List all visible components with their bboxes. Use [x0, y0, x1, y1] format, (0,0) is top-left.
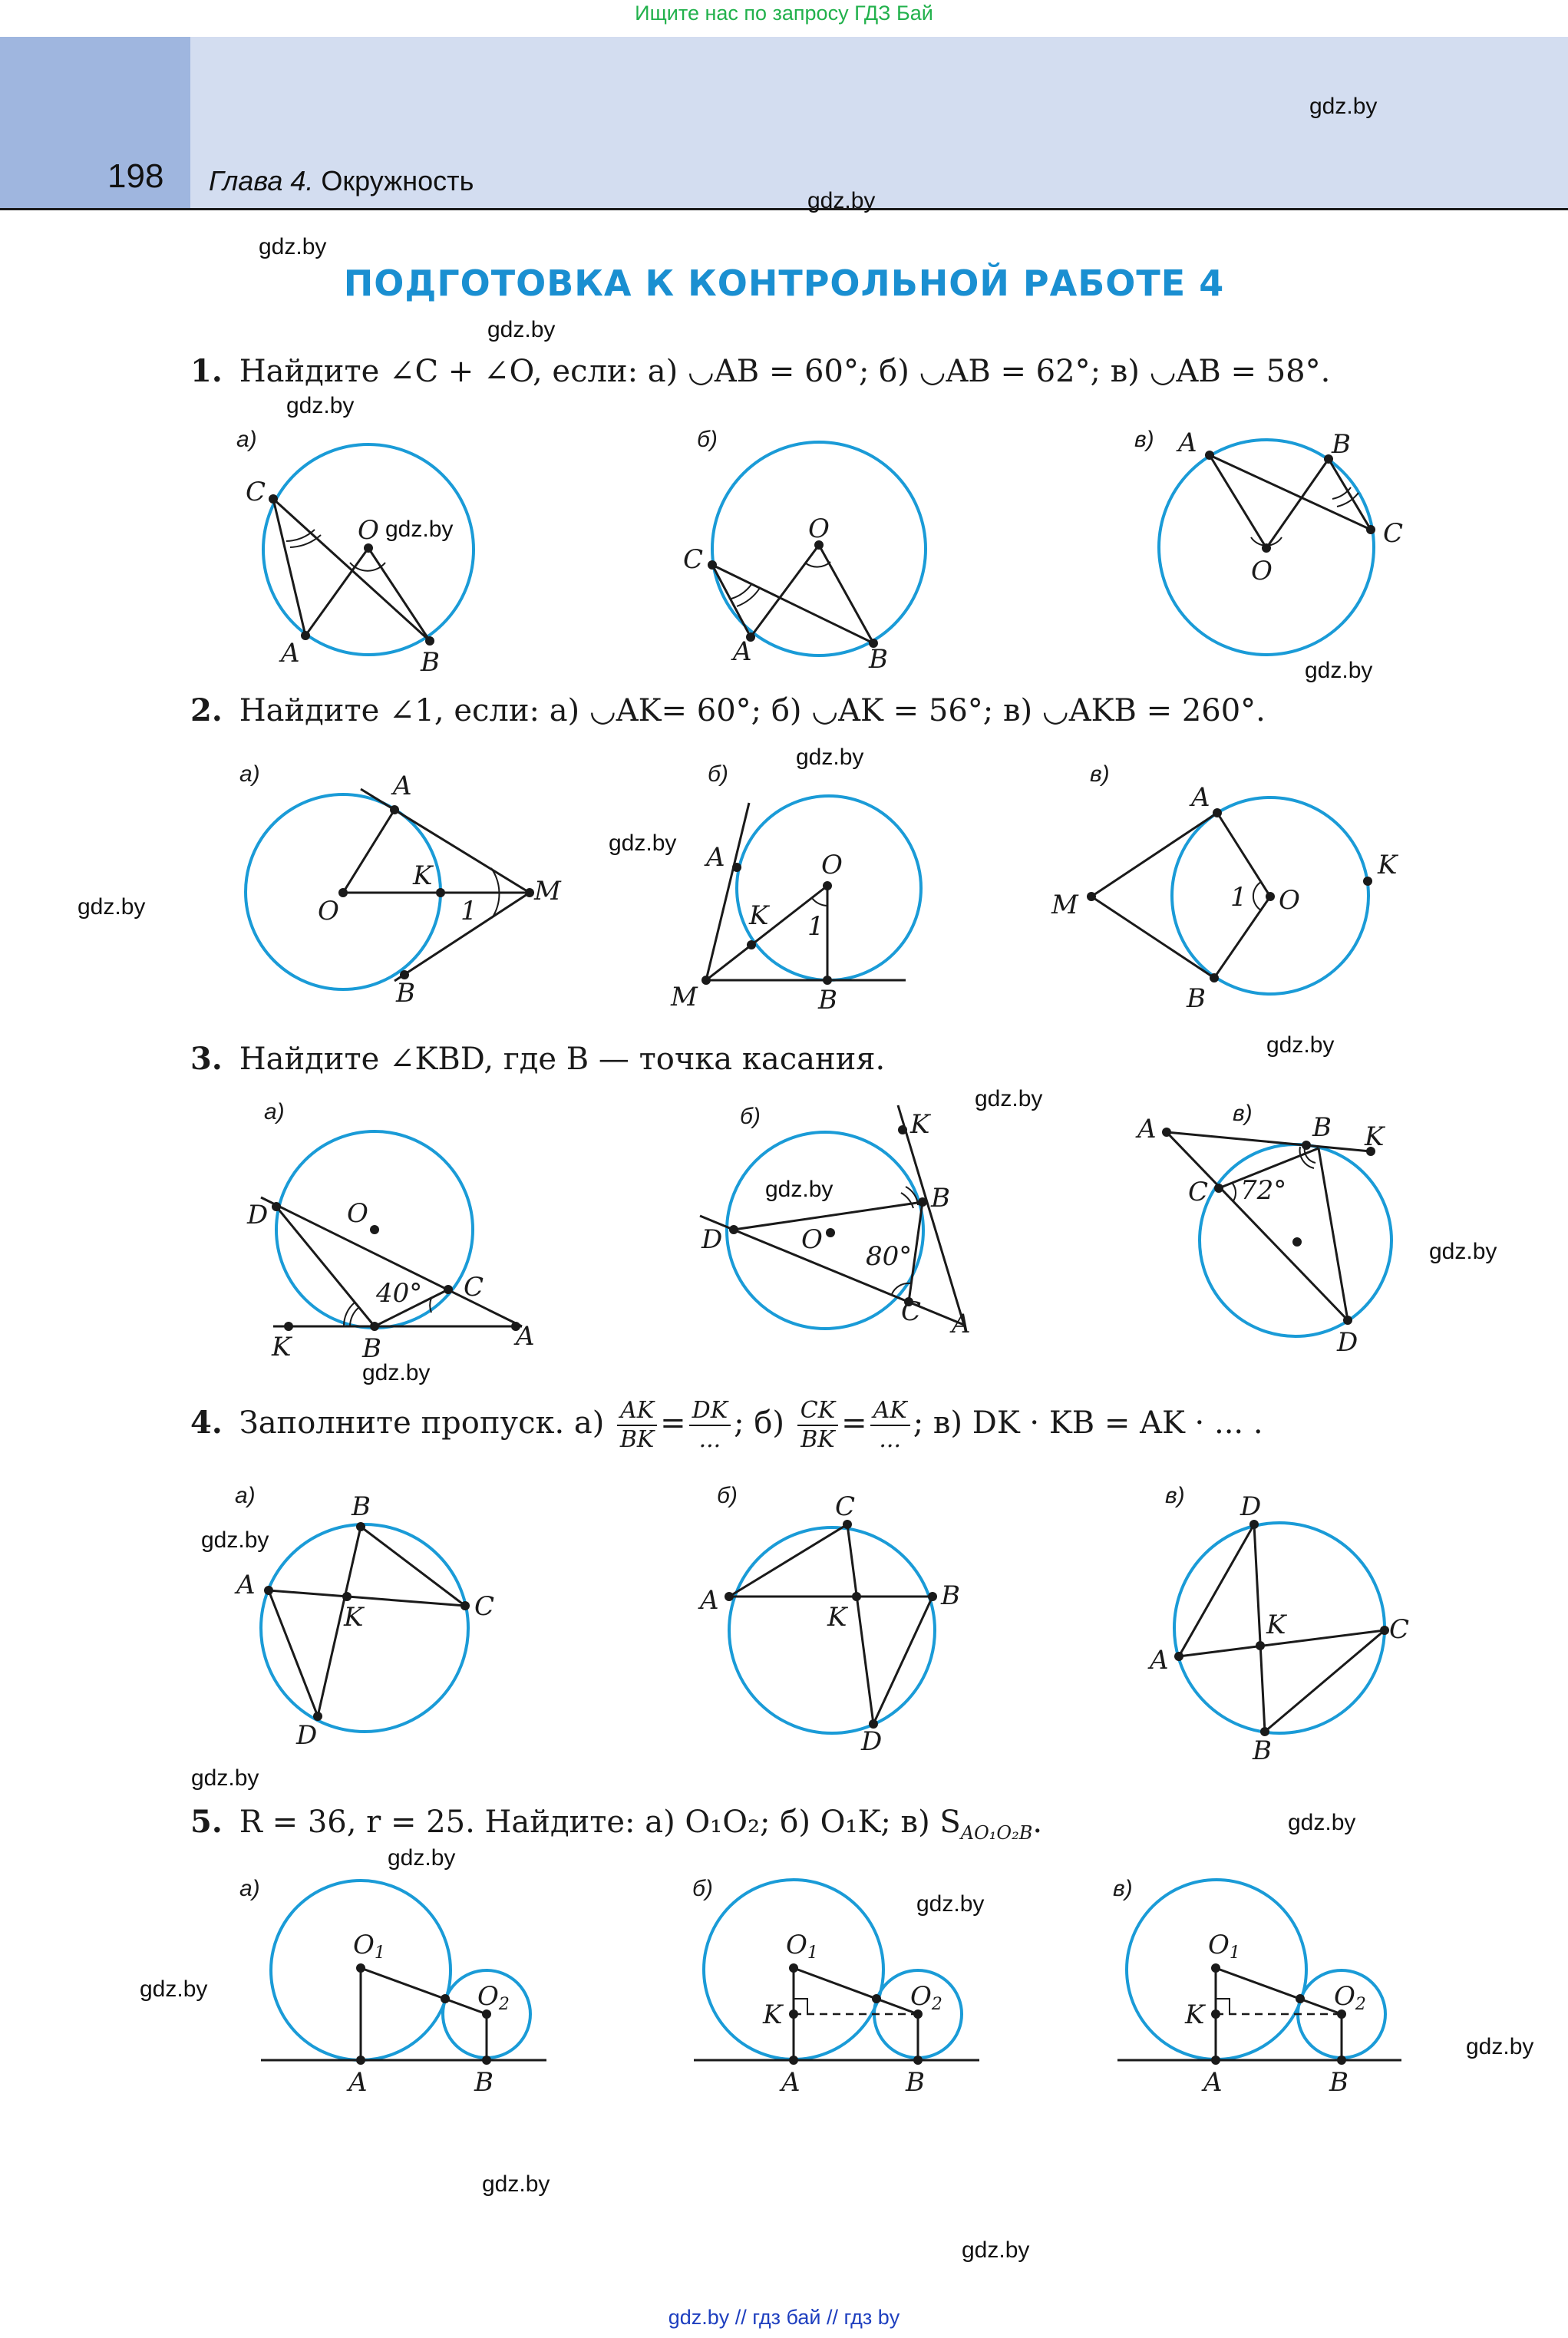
label-b: B [1253, 1735, 1272, 1766]
angle-arc [737, 588, 760, 606]
label-c: C [683, 544, 704, 575]
label-a: A [1150, 1645, 1169, 1676]
label-a: A [393, 771, 412, 801]
label-o2-index: 2 [931, 1995, 942, 2014]
point-o1 [1211, 1963, 1220, 1973]
part-label: а) [239, 1876, 260, 1901]
point-k [342, 1592, 352, 1601]
label-k: K [1185, 2000, 1205, 2030]
label-1: 1 [807, 911, 824, 942]
watermark: gdz.by [609, 831, 677, 856]
point-o [338, 888, 348, 897]
label-o1-letter: O [353, 1930, 375, 1960]
angle-arc [1253, 882, 1261, 910]
label-o2 [1334, 1981, 1366, 2014]
label-k: K [1365, 1121, 1385, 1152]
label-o1 [786, 1930, 818, 1963]
part-label: в) [1233, 1101, 1253, 1126]
label-c: C [835, 1491, 856, 1522]
figure-5a [239, 1876, 546, 2098]
task-text: Найдите ∠C + ∠O, если: а) ◡AB = 60°; б) ◡AB = 62°; в) ◡AB = 58°. [239, 354, 1331, 389]
figure-3a [246, 1099, 535, 1364]
label-1: 1 [1230, 882, 1247, 913]
label-a: A [348, 2067, 368, 2098]
label-c: C [474, 1591, 495, 1622]
part-label: б) [697, 427, 718, 452]
point-o [1266, 892, 1275, 901]
label-o2-index: 2 [498, 1995, 510, 2014]
watermark: gdz.by [1309, 94, 1378, 119]
label-o1 [353, 1930, 385, 1963]
section-title: ПОДГОТОВКА К КОНТРОЛЬНОЙ РАБОТЕ 4 [343, 263, 1225, 304]
point-k [436, 888, 445, 897]
part-label: а) [235, 1483, 256, 1508]
label-a: A [952, 1309, 971, 1339]
point-tangency [441, 1994, 450, 2003]
watermark: gdz.by [1266, 1032, 1335, 1058]
point-d [272, 1202, 281, 1211]
part-label: в) [1165, 1483, 1185, 1508]
watermark: gdz.by [388, 1845, 456, 1871]
label-a: A [700, 1585, 719, 1616]
point-k [898, 1125, 907, 1134]
point-c [269, 494, 278, 504]
point-b [1337, 2056, 1346, 2065]
figure-2b [670, 761, 921, 1015]
tangent-ma [361, 789, 530, 893]
task-text-end: . [1032, 1805, 1043, 1840]
task-subscript: AO₁O₂B [960, 1822, 1033, 1844]
label-o: O [347, 1198, 368, 1229]
label-k: K [749, 900, 769, 931]
point-k [1363, 877, 1372, 886]
label-a: A [1178, 428, 1197, 458]
task-text: Найдите ∠1, если: а) ◡AK= 60°; б) ◡AK = 56°; в) ◡AKB = 260°. [239, 693, 1266, 728]
fraction-numerator: AK [617, 1397, 657, 1426]
point-o [826, 1228, 835, 1237]
label-k: K [1378, 850, 1398, 880]
part-label: б) [717, 1483, 738, 1508]
point-b [425, 636, 434, 646]
label-o2-index: 2 [1355, 1995, 1366, 2014]
watermark: gdz.by [362, 1360, 431, 1385]
watermark: gdz.by [482, 2171, 550, 2197]
label-d: D [861, 1726, 883, 1757]
label-c: C [246, 477, 266, 507]
figure-4v [1147, 1483, 1409, 1766]
point-d [1343, 1316, 1352, 1325]
label-o1-letter: O [786, 1930, 807, 1960]
task-number: 1. [190, 353, 223, 389]
label-m: M [671, 982, 698, 1012]
label-d: D [701, 1224, 723, 1255]
task-text: Найдите ∠KBD, где B — точка касания. [239, 1042, 886, 1077]
watermark: gdz.by [916, 1891, 985, 1917]
part-label: б) [708, 761, 728, 787]
fraction-denominator: ... [698, 1426, 721, 1453]
label-b: B [1312, 1112, 1332, 1143]
fraction-numerator: AK [870, 1397, 910, 1426]
watermark: gdz.by [259, 234, 327, 259]
figure-2a [239, 761, 562, 1009]
watermark: gdz.by [962, 2237, 1030, 2263]
circle [261, 1524, 468, 1732]
point-tangency [872, 1994, 881, 2003]
label-k: K [344, 1602, 364, 1633]
label-o1-index: 1 [1229, 1943, 1240, 1963]
label-b: B [941, 1580, 960, 1611]
label-o1-letter: O [1208, 1930, 1230, 1960]
label-a: A [781, 2067, 801, 2098]
label-d: D [1337, 1327, 1358, 1358]
trapezoid-lines [361, 1968, 487, 2060]
label-a: A [236, 1570, 256, 1600]
point-k [1256, 1641, 1265, 1650]
chord-db [734, 1202, 923, 1230]
label-b: B [1187, 983, 1206, 1014]
task-text: R = 36, r = 25. Найдите: а) O₁O₂; б) O₁K; в) S [239, 1805, 961, 1840]
point-m [525, 888, 534, 897]
task-number: 2. [190, 692, 223, 728]
point-b [370, 1322, 379, 1331]
figure-3v [1135, 1101, 1391, 1358]
label-a: A [516, 1321, 535, 1352]
watermark: gdz.by [1429, 1239, 1497, 1264]
label-a: A [733, 636, 752, 667]
fraction-denominator: ... [879, 1426, 901, 1453]
label-k: K [1266, 1610, 1286, 1640]
label-b: B [818, 985, 837, 1015]
label-d: D [296, 1720, 318, 1751]
task-text-end: ; в) DK · KB = AK · ... . [913, 1405, 1263, 1441]
label-b: B [931, 1183, 950, 1214]
tangent-line [706, 803, 749, 980]
label-c: C [1188, 1177, 1209, 1207]
task-text-mid: ; б) [734, 1405, 785, 1441]
watermark: gdz.by [1466, 2034, 1534, 2059]
figure-2v [1051, 761, 1399, 1014]
watermark: gdz.by [1288, 1810, 1356, 1835]
label-c: C [1383, 518, 1404, 549]
watermark: gdz.by [385, 517, 454, 542]
point-a [1162, 1128, 1171, 1137]
watermark: gdz.by [201, 1527, 269, 1553]
label-b: B [1332, 429, 1351, 460]
watermark: gdz.by [1305, 658, 1373, 683]
point-c [1380, 1626, 1389, 1635]
page-number: 198 [107, 157, 164, 195]
equals-sign: = [841, 1405, 867, 1441]
top-note: Ищите нас по запросу ГДЗ Бай [635, 2, 933, 25]
label-80deg: 80° [866, 1241, 913, 1272]
task-number: 5. [190, 1804, 223, 1840]
label-o: O [808, 514, 830, 544]
triangle-lines [1210, 455, 1371, 548]
label-a: A [1191, 782, 1210, 813]
point-b [913, 2056, 923, 2065]
point-b [1302, 1141, 1311, 1150]
point-k [789, 2009, 798, 2019]
point-m [701, 976, 711, 985]
point-k [284, 1322, 293, 1331]
label-o2 [477, 1981, 510, 2014]
fraction-numerator: CK [797, 1397, 838, 1426]
watermark: gdz.by [78, 894, 146, 920]
watermark: gdz.by [765, 1177, 834, 1202]
part-label: в) [1134, 427, 1154, 452]
point-a [1205, 451, 1214, 460]
label-k: K [272, 1332, 292, 1362]
label-o: O [318, 896, 339, 926]
label-a: A [281, 638, 300, 669]
point-a [356, 2056, 365, 2065]
chapter-label: Глава 4. [209, 165, 314, 196]
tangent-line [898, 1105, 964, 1325]
label-c: C [1389, 1614, 1410, 1645]
point-c [708, 560, 717, 570]
label-o2 [910, 1981, 942, 2014]
point-b [823, 976, 832, 985]
chapter-title: Окружность [321, 165, 474, 196]
label-b: B [352, 1491, 371, 1522]
figure-5b [692, 1876, 979, 2098]
label-40deg: 40° [376, 1278, 423, 1309]
label-b: B [906, 2067, 925, 2098]
angle-arc [812, 898, 827, 906]
label-72deg: 72° [1240, 1175, 1287, 1206]
watermark: gdz.by [191, 1765, 259, 1791]
task-number: 3. [190, 1041, 223, 1077]
label-m: M [534, 876, 561, 906]
figure-4a [234, 1483, 494, 1751]
point-a [390, 805, 399, 814]
point-b [356, 1522, 365, 1531]
part-label: а) [264, 1099, 285, 1124]
label-b: B [362, 1333, 381, 1364]
label-b: B [421, 647, 440, 678]
angle-arc [350, 1307, 359, 1326]
label-o1 [1208, 1930, 1240, 1963]
watermark: gdz.by [807, 188, 876, 213]
label-o: O [801, 1224, 823, 1255]
point-d [729, 1225, 738, 1234]
point-a [725, 1592, 734, 1601]
circle [727, 1132, 923, 1329]
fraction-denominator: BK [801, 1426, 835, 1453]
figure-1a [236, 427, 474, 678]
point-b [1210, 973, 1219, 982]
point-a [301, 631, 310, 640]
watermark: gdz.by [286, 393, 355, 418]
task-number: 4. [190, 1405, 223, 1441]
point-c [460, 1601, 470, 1610]
figure-3b [700, 1104, 971, 1339]
point-a [789, 2056, 798, 2065]
point-a [1211, 2056, 1220, 2065]
radius-line [343, 810, 394, 893]
point-k [852, 1592, 861, 1601]
label-k: K [763, 2000, 783, 2030]
footer-links[interactable]: gdz.by // гдз бай // гдз by [668, 2306, 900, 2329]
label-o: O [358, 515, 379, 546]
fraction-denominator: BK [619, 1426, 655, 1453]
point-c [444, 1285, 453, 1294]
point-o1 [789, 1963, 798, 1973]
point-b [918, 1197, 927, 1207]
figure-1v [1134, 427, 1403, 655]
point-o [370, 1225, 379, 1234]
point-b [928, 1592, 937, 1601]
part-label: а) [236, 427, 257, 452]
point-m [1087, 892, 1096, 901]
label-o: O [1251, 556, 1273, 586]
watermark: gdz.by [140, 1976, 208, 2002]
point-o1 [356, 1963, 365, 1973]
label-o1-index: 1 [807, 1943, 818, 1963]
part-label: б) [692, 1876, 713, 1901]
point-c [1366, 525, 1375, 534]
watermark: gdz.by [487, 317, 556, 342]
watermark: gdz.by [796, 745, 864, 770]
chords [269, 1527, 465, 1716]
label-b: B [474, 2067, 494, 2098]
label-b: B [1329, 2067, 1348, 2098]
triangle-lines [712, 545, 873, 643]
label-c: C [464, 1272, 484, 1303]
point-o [823, 881, 832, 890]
label-d: D [247, 1200, 269, 1230]
fraction-numerator: DK [689, 1397, 731, 1426]
point-center [1292, 1237, 1302, 1247]
point-k [1211, 2009, 1220, 2019]
angle-arc [430, 1298, 431, 1313]
label-d: D [1240, 1491, 1262, 1522]
label-k: K [910, 1109, 930, 1140]
figure-4b [698, 1483, 960, 1757]
part-label: б) [740, 1104, 761, 1129]
label-b: B [396, 978, 415, 1009]
part-label: в) [1090, 761, 1110, 787]
equals-sign: = [660, 1405, 686, 1441]
label-o2-letter: O [910, 1981, 932, 2012]
label-o: O [821, 850, 843, 880]
label-a: A [1137, 1114, 1157, 1144]
figure-5v [1113, 1876, 1401, 2098]
part-label: а) [239, 761, 260, 787]
label-c: C [901, 1296, 922, 1327]
label-k: K [827, 1602, 847, 1633]
task-text-start: Заполните пропуск. а) [239, 1405, 605, 1441]
part-label: в) [1113, 1876, 1133, 1901]
angle-arc [731, 583, 752, 599]
figure-1b [683, 427, 926, 675]
label-1: 1 [460, 896, 477, 926]
point-a [1174, 1652, 1183, 1661]
label-o: O [1279, 885, 1300, 916]
angle-arc [806, 562, 830, 567]
point-a [1213, 808, 1222, 817]
label-o2-letter: O [477, 1981, 499, 2012]
label-b: B [869, 644, 888, 675]
label-k: K [413, 860, 433, 891]
label-o2-letter: O [1334, 1981, 1355, 2012]
point-a [732, 863, 741, 872]
label-a: A [1203, 2067, 1223, 2098]
point-a [264, 1586, 273, 1595]
point-b [482, 2056, 491, 2065]
point-o [1262, 543, 1271, 553]
label-m: M [1051, 890, 1078, 920]
label-o1-index: 1 [374, 1943, 385, 1963]
label-a: A [706, 842, 725, 873]
triangle-lines [273, 499, 430, 641]
watermark: gdz.by [975, 1086, 1043, 1111]
angle-arc [1233, 1184, 1236, 1202]
point-tangency [1296, 1994, 1305, 2003]
point-c [1214, 1184, 1223, 1193]
point-k [747, 940, 756, 949]
